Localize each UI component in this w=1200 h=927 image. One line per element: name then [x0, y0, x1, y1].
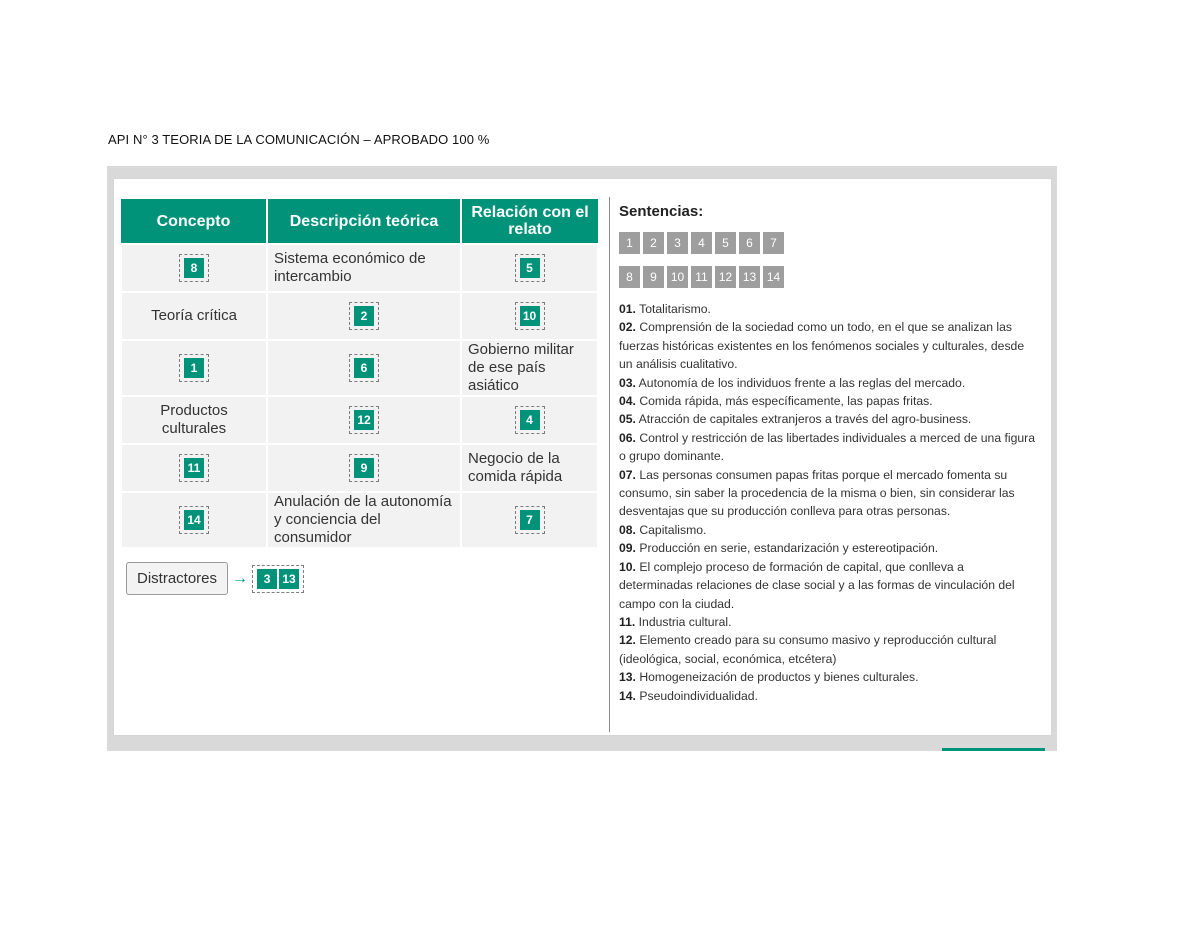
sentence-text: Las personas consumen papas fritas porque el mercado fomenta su consumo, sin saber la procedencia de la misma o bien, sin considerar las desventajas que su producción conlleva para otras personas. [619, 467, 1015, 519]
sentence-item [619, 318, 1039, 373]
distractors-slot[interactable] [252, 565, 304, 593]
drop-cell[interactable] [461, 492, 598, 548]
sentence-tile[interactable]: 9 [643, 266, 664, 288]
sentence-item [619, 631, 1039, 668]
drop-slot[interactable] [515, 254, 545, 282]
sentence-number: 10. [619, 559, 636, 574]
relation-text: Negocio de la comida rápida [461, 444, 598, 492]
drop-slot[interactable] [179, 254, 209, 282]
sentence-text: Comprensión de la sociedad como un todo, en el que se analizan las fuerzas históricas existentes en los fenómenos sociales y culturales, desde un análisis cualitativo. [619, 320, 1025, 372]
distractors-row [126, 562, 304, 595]
drop-cell[interactable] [461, 292, 598, 340]
sentence-number: 07. [619, 467, 636, 482]
relation-text: Gobierno militar de ese país asiático [461, 340, 598, 396]
drop-cell[interactable] [121, 244, 267, 292]
sentence-text: Homogeneización de productos y bienes culturales. [639, 670, 919, 685]
drop-slot[interactable] [349, 454, 379, 482]
sentence-number: 11. [619, 614, 636, 629]
drop-slot[interactable] [179, 506, 209, 534]
sentence-item [619, 687, 1039, 705]
drop-cell[interactable] [461, 396, 598, 444]
screenshot-frame [107, 166, 1057, 751]
sentence-item [619, 466, 1039, 521]
sentences-title: Sentencias: [619, 203, 704, 220]
sentence-number: 08. [619, 522, 636, 537]
sentence-item [619, 410, 1039, 428]
description-text: Sistema económico de intercambio [267, 244, 461, 292]
activity-card [113, 178, 1052, 736]
drop-slot[interactable] [349, 406, 379, 434]
sentence-tile[interactable]: 12 [715, 266, 736, 288]
drop-slot[interactable] [179, 454, 209, 482]
drop-slot[interactable] [515, 506, 545, 534]
sentence-tiles-row-1 [619, 232, 1039, 254]
drop-cell[interactable] [461, 244, 598, 292]
sentence-number: 01. [619, 302, 636, 316]
header-concepto: Concepto [121, 199, 267, 244]
drop-cell[interactable] [121, 340, 267, 396]
concept-text: Teoría crítica [121, 292, 267, 340]
concept-text: Productos culturales [121, 396, 267, 444]
sentence-tile[interactable]: 1 [619, 232, 640, 254]
sentence-text: Atracción de capitales extranjeros a través del agro-business. [638, 412, 972, 427]
answer-tile[interactable]: 5 [520, 258, 540, 278]
drop-slot[interactable] [349, 354, 379, 382]
sentence-item [619, 374, 1039, 392]
distractor-tile[interactable]: 13 [279, 569, 299, 589]
sentence-text: Comida rápida, más específicamente, las papas fritas. [639, 394, 933, 409]
drop-slot[interactable] [515, 406, 545, 434]
sentence-tile[interactable]: 2 [643, 232, 664, 254]
answer-tile[interactable]: 14 [184, 510, 204, 530]
sentence-text: Industria cultural. [638, 614, 732, 629]
arrow-right-icon: → [232, 569, 249, 587]
sentence-tiles-row-2 [619, 266, 1039, 288]
sentence-item [619, 558, 1039, 613]
drop-cell[interactable] [121, 444, 267, 492]
distractor-tile[interactable]: 3 [257, 569, 277, 589]
drop-cell[interactable] [267, 340, 461, 396]
sentence-tile[interactable]: 10 [667, 266, 688, 288]
sentence-text: Control y restricción de las libertades individuales a merced de una figura o grupo dominante. [619, 430, 1035, 464]
sentence-number: 02. [619, 320, 636, 335]
answer-tile[interactable]: 9 [354, 458, 374, 478]
sentence-text: Pseudoindividualidad. [639, 688, 758, 703]
sentence-number: 12. [619, 633, 636, 648]
table-row [121, 492, 598, 548]
sentence-item [619, 429, 1039, 466]
sentence-tile[interactable]: 13 [739, 266, 760, 288]
table-row [121, 396, 598, 444]
sentence-number: 13. [619, 670, 636, 685]
sentence-text: Capitalismo. [639, 522, 707, 537]
sentence-tile[interactable]: 11 [691, 266, 712, 288]
sentence-item [619, 300, 1039, 318]
sentence-item [619, 613, 1039, 631]
answer-tile[interactable]: 2 [354, 306, 374, 326]
table-row [121, 292, 598, 340]
document-title: API N° 3 TEORIA DE LA COMUNICACIÓN – APROBADO 100 % [108, 132, 490, 147]
sentence-text: Totalitarismo. [639, 302, 711, 316]
sentence-list [619, 300, 1039, 705]
answer-tile[interactable]: 6 [354, 358, 374, 378]
sentence-tile[interactable]: 5 [715, 232, 736, 254]
sentence-tile[interactable]: 14 [763, 266, 784, 288]
drop-cell[interactable] [267, 444, 461, 492]
table-row [121, 244, 598, 292]
answer-tile[interactable]: 7 [520, 510, 540, 530]
sentence-number: 05. [619, 412, 636, 427]
answer-tile[interactable]: 8 [184, 258, 204, 278]
sentence-number: 09. [619, 541, 636, 556]
matching-table [120, 199, 599, 549]
sentence-item [619, 392, 1039, 410]
table-row [121, 340, 598, 396]
description-text: Anulación de la autonomía y conciencia del consumidor [267, 492, 461, 548]
sentence-number: 04. [619, 394, 636, 409]
matching-panel [120, 199, 603, 587]
sentence-number: 03. [619, 375, 636, 390]
drop-cell[interactable] [267, 396, 461, 444]
sentence-item [619, 668, 1039, 686]
sentence-number: 06. [619, 430, 636, 445]
answer-tile[interactable]: 11 [184, 458, 204, 478]
sentence-tile[interactable]: 4 [691, 232, 712, 254]
sentence-tile[interactable]: 8 [619, 266, 640, 288]
sentence-text: El complejo proceso de formación de capital, que conlleva a determinadas relaciones de clase social y a las formas de vinculación del campo con la ciudad. [619, 559, 1015, 611]
answer-tile[interactable]: 1 [184, 358, 204, 378]
sentence-text: Elemento creado para su consumo masivo y reproducción cultural (ideológica, social, económica, etcétera) [619, 633, 997, 666]
header-descripcion: Descripción teórica [267, 199, 461, 244]
submit-button-edge[interactable] [942, 748, 1045, 751]
sentence-text: Producción en serie, estandarización y estereotipación. [639, 541, 939, 556]
sentences-panel [619, 203, 1039, 705]
drop-cell[interactable] [267, 292, 461, 340]
sentence-text: Autonomía de los individuos frente a las reglas del mercado. [638, 375, 966, 390]
distractors-button[interactable]: Distractores [126, 562, 228, 595]
sentence-item [619, 521, 1039, 539]
panel-divider [609, 197, 610, 732]
drop-slot[interactable] [349, 302, 379, 330]
header-relacion: Relación con el relato [461, 199, 598, 244]
sentence-number: 14. [619, 688, 636, 703]
table-header-row [121, 199, 598, 244]
sentence-tile[interactable]: 3 [667, 232, 688, 254]
sentence-item [619, 539, 1039, 557]
answer-tile[interactable]: 10 [520, 306, 540, 326]
answer-tile[interactable]: 4 [520, 410, 540, 430]
table-row [121, 444, 598, 492]
answer-tile[interactable]: 12 [354, 410, 374, 430]
drop-slot[interactable] [179, 354, 209, 382]
drop-slot[interactable] [515, 302, 545, 330]
drop-cell[interactable] [121, 492, 267, 548]
sentence-tile[interactable]: 6 [739, 232, 760, 254]
sentence-tile[interactable]: 7 [763, 232, 784, 254]
